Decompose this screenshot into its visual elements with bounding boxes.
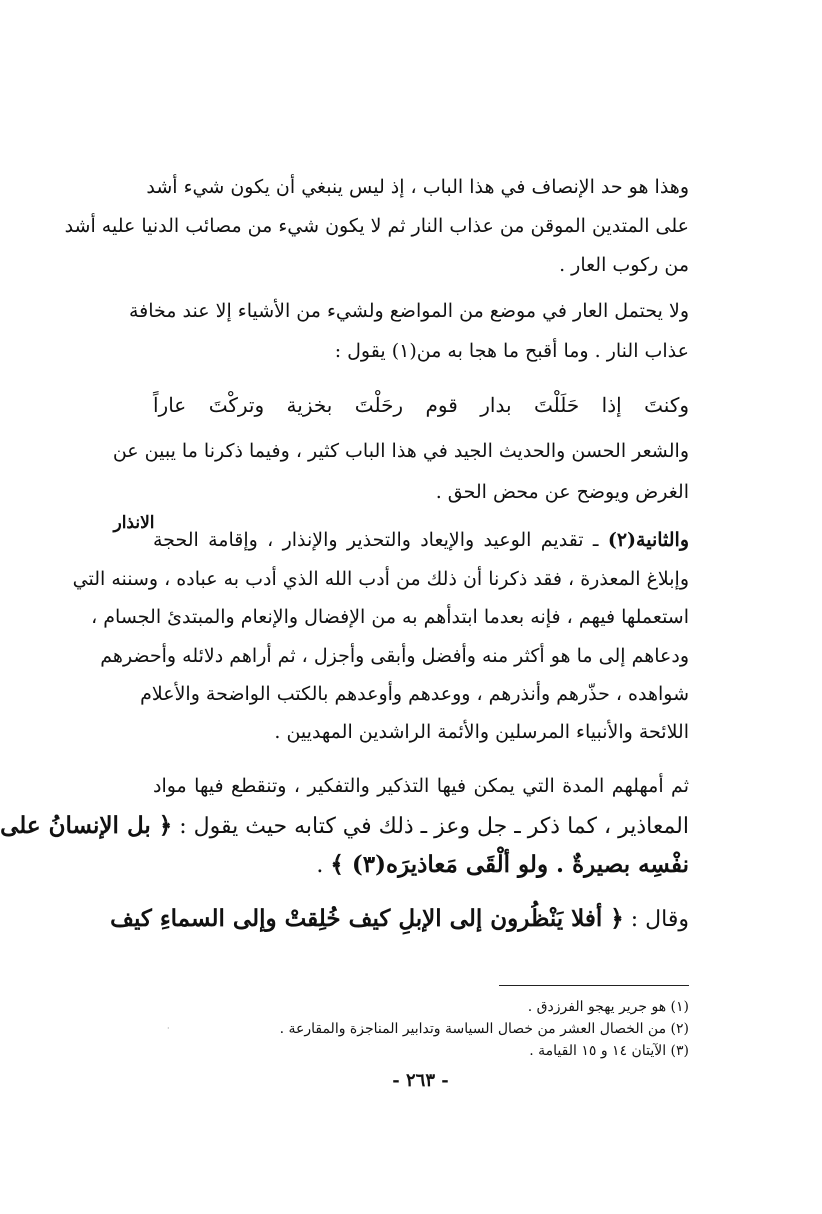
- margin-note: الانذار: [113, 513, 155, 533]
- quran-quote: ﴿ أفلا يَنْظُرون إلى الإبلِ كيف خُلِقتْ وإلى السماءِ كيف: [110, 905, 624, 932]
- footnote: (٢) من الخصال العشر من خصال السياسة وتدابير المناجزة والمقارعة .: [279, 1021, 689, 1037]
- body-text: ـ تقديم الوعيد والإيعاد والتحذير والإنذار ، وإقامة الحجة: [153, 529, 608, 551]
- body-text: .: [316, 853, 331, 878]
- scan-speck: ·: [167, 1024, 170, 1033]
- quran-quote: نفْسِه بصيرةٌ . ولو ألْقَى مَعاذيرَه(٣) ﴾: [330, 851, 689, 878]
- body-line: ثم أمهلهم المدة التي يمكن فيها التذكير والتفكير ، وتنقطع فيها مواد: [153, 775, 689, 797]
- page-number: - ٢٦٣ -: [392, 1070, 449, 1091]
- body-line: عذاب النار . وما أقبح ما هجا به من(١) يقول :: [334, 340, 689, 362]
- body-line: [153, 850, 689, 882]
- body-line: شواهده ، حذّرهم وأنذرهم ، ووعدهم وأوعدهم بالكتب الواضحة والأعلام: [140, 683, 689, 705]
- quran-quote: ﴿ بل الإنسانُ على: [0, 812, 173, 839]
- body-line: ولا يحتمل العار في موضع من المواضع ولشيء من الأشياء إلا عند مخافة: [128, 300, 689, 322]
- body-line: ودعاهم إلى ما هو أكثر منه وأفضل وأبقى وأجزل ، ثم أراهم دلائله وأحضرهم: [100, 645, 689, 667]
- body-line: [110, 904, 689, 936]
- body-line: وإبلاغ المعذرة ، فقد ذكرنا أن ذلك من أدب الله الذي أدب به عباده ، وسننه التي: [72, 568, 689, 590]
- body-line: والشعر الحسن والحديث الجيد في هذا الباب كثير ، وفيما ذكرنا ما يبين عن: [112, 440, 689, 462]
- body-line: وهذا هو حد الإنصاف في هذا الباب ، إذ ليس ينبغي أن يكون شيء أشد: [146, 176, 689, 198]
- poetry-verse: وكنتَ إذا حَلَلْتَ بدار قوم رحَلْتَ بخزية وتركْتَ عاراً: [153, 393, 689, 417]
- body-line: [0, 811, 689, 843]
- body-line: [153, 525, 689, 557]
- body-text: وقال :: [623, 907, 689, 932]
- section-lead-word: والثانية(٢): [607, 529, 689, 551]
- body-line: اللائحة والأنبياء المرسلين والأئمة الراشدين المهديين .: [274, 721, 689, 743]
- body-line: الغرض ويوضح عن محض الحق .: [435, 481, 689, 503]
- footnote-divider: [499, 985, 689, 986]
- body-line: على المتدين الموقن من عذاب النار ثم لا يكون شيء من مصائب الدنيا عليه أشد: [64, 215, 689, 237]
- body-line: استعملها فيهم ، فإنه بعدما ابتدأهم به من الإفضال والإنعام والمبتدئ الجسام ،: [91, 606, 689, 628]
- footnote: (١) هو جرير يهجو الفرزدق .: [527, 999, 689, 1015]
- body-text: المعاذير ، كما ذكر ـ جل وعز ـ ذلك في كتابه حيث يقول :: [172, 814, 689, 839]
- footnote: (٣) الآيتان ١٤ و ١٥ القيامة .: [529, 1043, 689, 1059]
- body-line: من ركوب العار .: [559, 254, 689, 276]
